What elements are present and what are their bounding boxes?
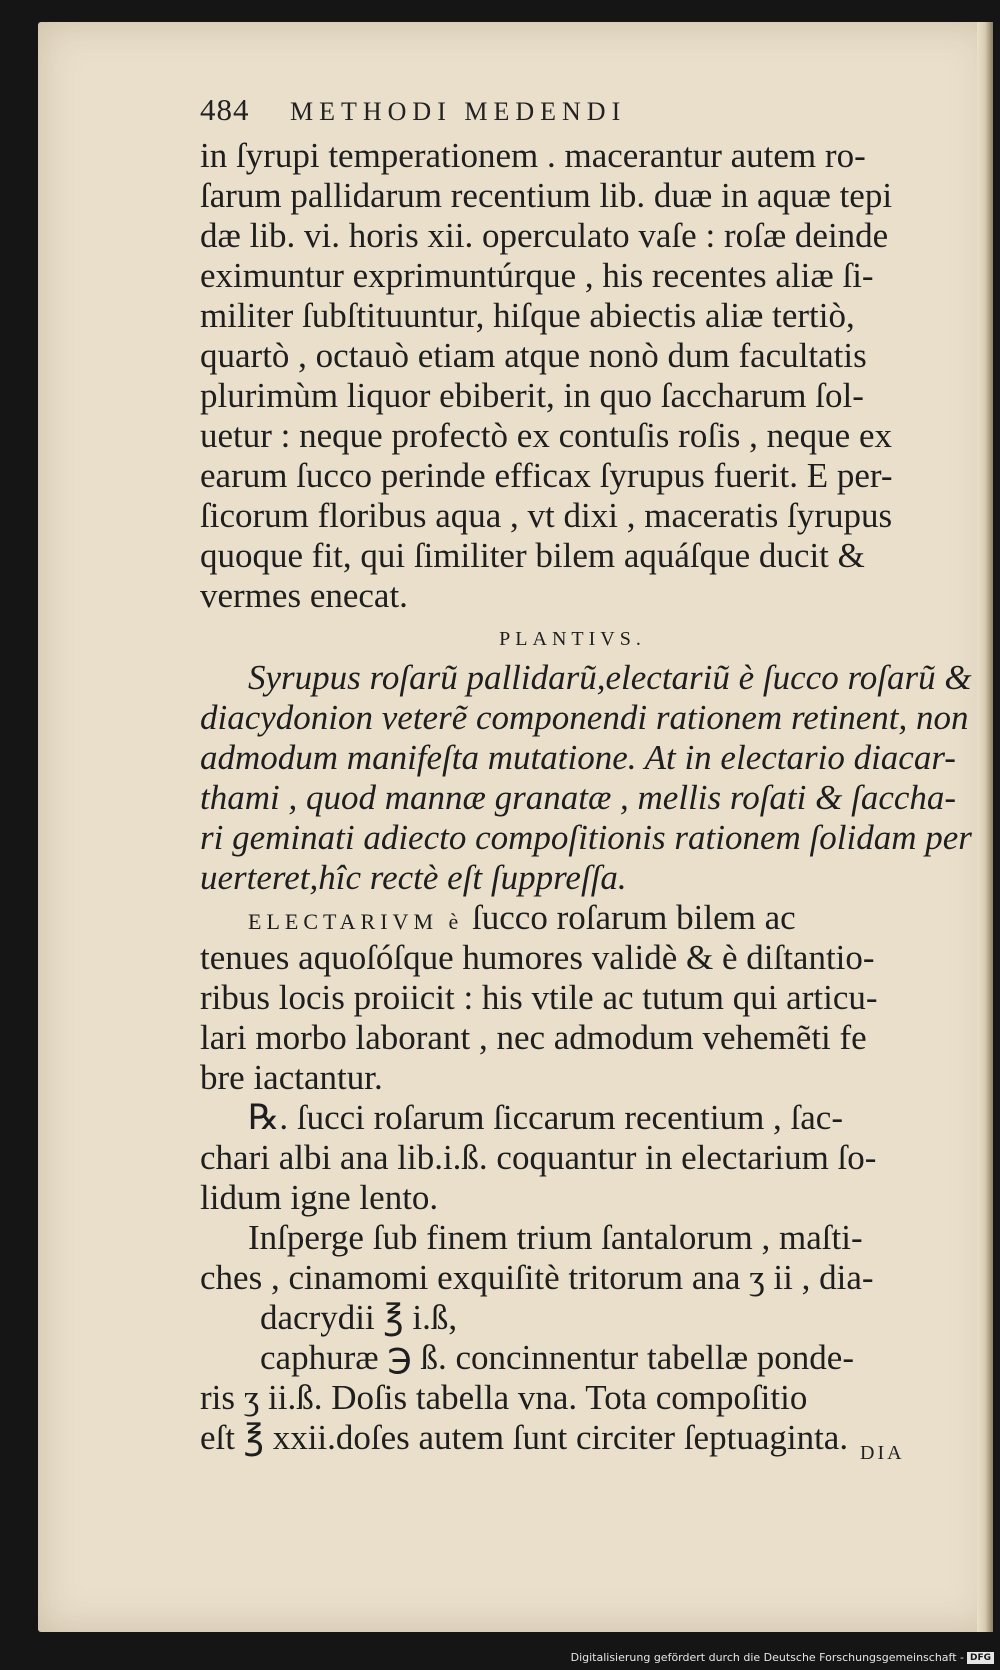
- italic-line: admodum manifeſta mutatione. At in electario diacar-: [200, 738, 956, 777]
- insperge-line: Inſperge ſub finem trium ſantalorum , maſti-: [248, 1218, 863, 1257]
- section-heading: PLANTIVS.: [499, 628, 646, 650]
- page-number: 484: [200, 92, 250, 127]
- text-line: bre iactantur.: [200, 1058, 383, 1097]
- text-line: quoque fit, qui ſimiliter bilem aquáſque ducit &: [200, 536, 865, 575]
- text-line: lari morbo laborant , nec admodum vehemẽti fe: [200, 1018, 867, 1057]
- text-line: ſarum pallidarum recentium lib. duæ in aquæ tepi: [200, 176, 893, 215]
- italic-line: ri geminati adiecto compoſitionis rationem ſolidam per: [200, 818, 972, 857]
- text-line: vermes enecat.: [200, 576, 408, 615]
- recipe-line: lidum igne lento.: [200, 1178, 439, 1217]
- italic-line: thami , quod mannæ granatæ , mellis roſati & ſaccha-: [200, 778, 957, 817]
- running-header: [200, 92, 626, 128]
- page-spine-edge: [977, 22, 993, 1632]
- text-line: quartò , octauò etiam atque nonò dum facultatis: [200, 336, 867, 375]
- text-line: earum ſucco perinde efficax ſyrupus fuerit. E per-: [200, 456, 893, 495]
- recipe-line: chari albi ana lib.i.ß. coquantur in electarium ſo-: [200, 1138, 877, 1177]
- insperge-line: ris ʒ ii.ß. Doſis tabella vna. Tota compoſitio: [200, 1378, 808, 1417]
- text-line: eximuntur exprimuntúrque , his recentes aliæ ſi-: [200, 256, 874, 295]
- credit-text: Digitalisierung gefördert durch die Deutsche Forschungsgemeinschaft -: [570, 1651, 964, 1664]
- insperge-line: caphuræ ℈ ß. concinnentur tabellæ ponde-: [260, 1338, 854, 1377]
- italic-line: diacydonion veterẽ componendi rationem retinent, non: [200, 698, 969, 737]
- running-title: METHODI MEDENDI: [290, 97, 627, 126]
- electarium-first-line: [200, 898, 945, 938]
- italic-line: uerteret,hîc rectè eſt ſuppreſſa.: [200, 858, 627, 897]
- text-line: uetur : neque profectò ex contuſis roſis , neque ex: [200, 416, 893, 455]
- insperge-line: dacrydii ℥ i.ß,: [260, 1298, 458, 1337]
- electarium-lead: ELECTARIVM è: [248, 909, 464, 934]
- recipe-line: ℞. ſucci roſarum ſiccarum recentium , ſac-: [248, 1098, 843, 1137]
- text-line: tenues aquoſóſque humores validè & è diſtantio-: [200, 938, 875, 977]
- text-line: militer ſubſtituuntur, hiſque abiectis aliæ tertiò,: [200, 296, 855, 335]
- text-line: in ſyrupi temperationem . macerantur autem ro-: [200, 136, 866, 175]
- catchword: DIA: [860, 1442, 905, 1464]
- insperge-line: ches , cinamomi exquiſitè tritorum ana ʒ ii , dia-: [200, 1258, 874, 1297]
- italic-line: Syrupus roſarũ pallidarũ,electariũ è ſucco roſarũ &: [248, 658, 972, 697]
- digitization-credit: [571, 1651, 994, 1664]
- text-line: ſicorum floribus aqua , vt dixi , maceratis ſyrupus: [200, 496, 893, 535]
- insperge-line: eſt ℥ xxii.doſes autem ſunt circiter ſeptuaginta.: [200, 1418, 849, 1457]
- dfg-logo: DFG: [967, 1652, 994, 1664]
- text-line: plurimùm liquor ebiberit, in quo ſaccharum ſol-: [200, 376, 864, 415]
- page-body: [200, 136, 972, 1458]
- text-line: ribus locis proiicit : his vtile ac tutum qui articu-: [200, 978, 878, 1017]
- text-line: dæ lib. vi. horis xii. operculato vaſe : roſæ deinde: [200, 216, 889, 255]
- electarium-text: ſucco roſarum bilem ac: [472, 898, 796, 937]
